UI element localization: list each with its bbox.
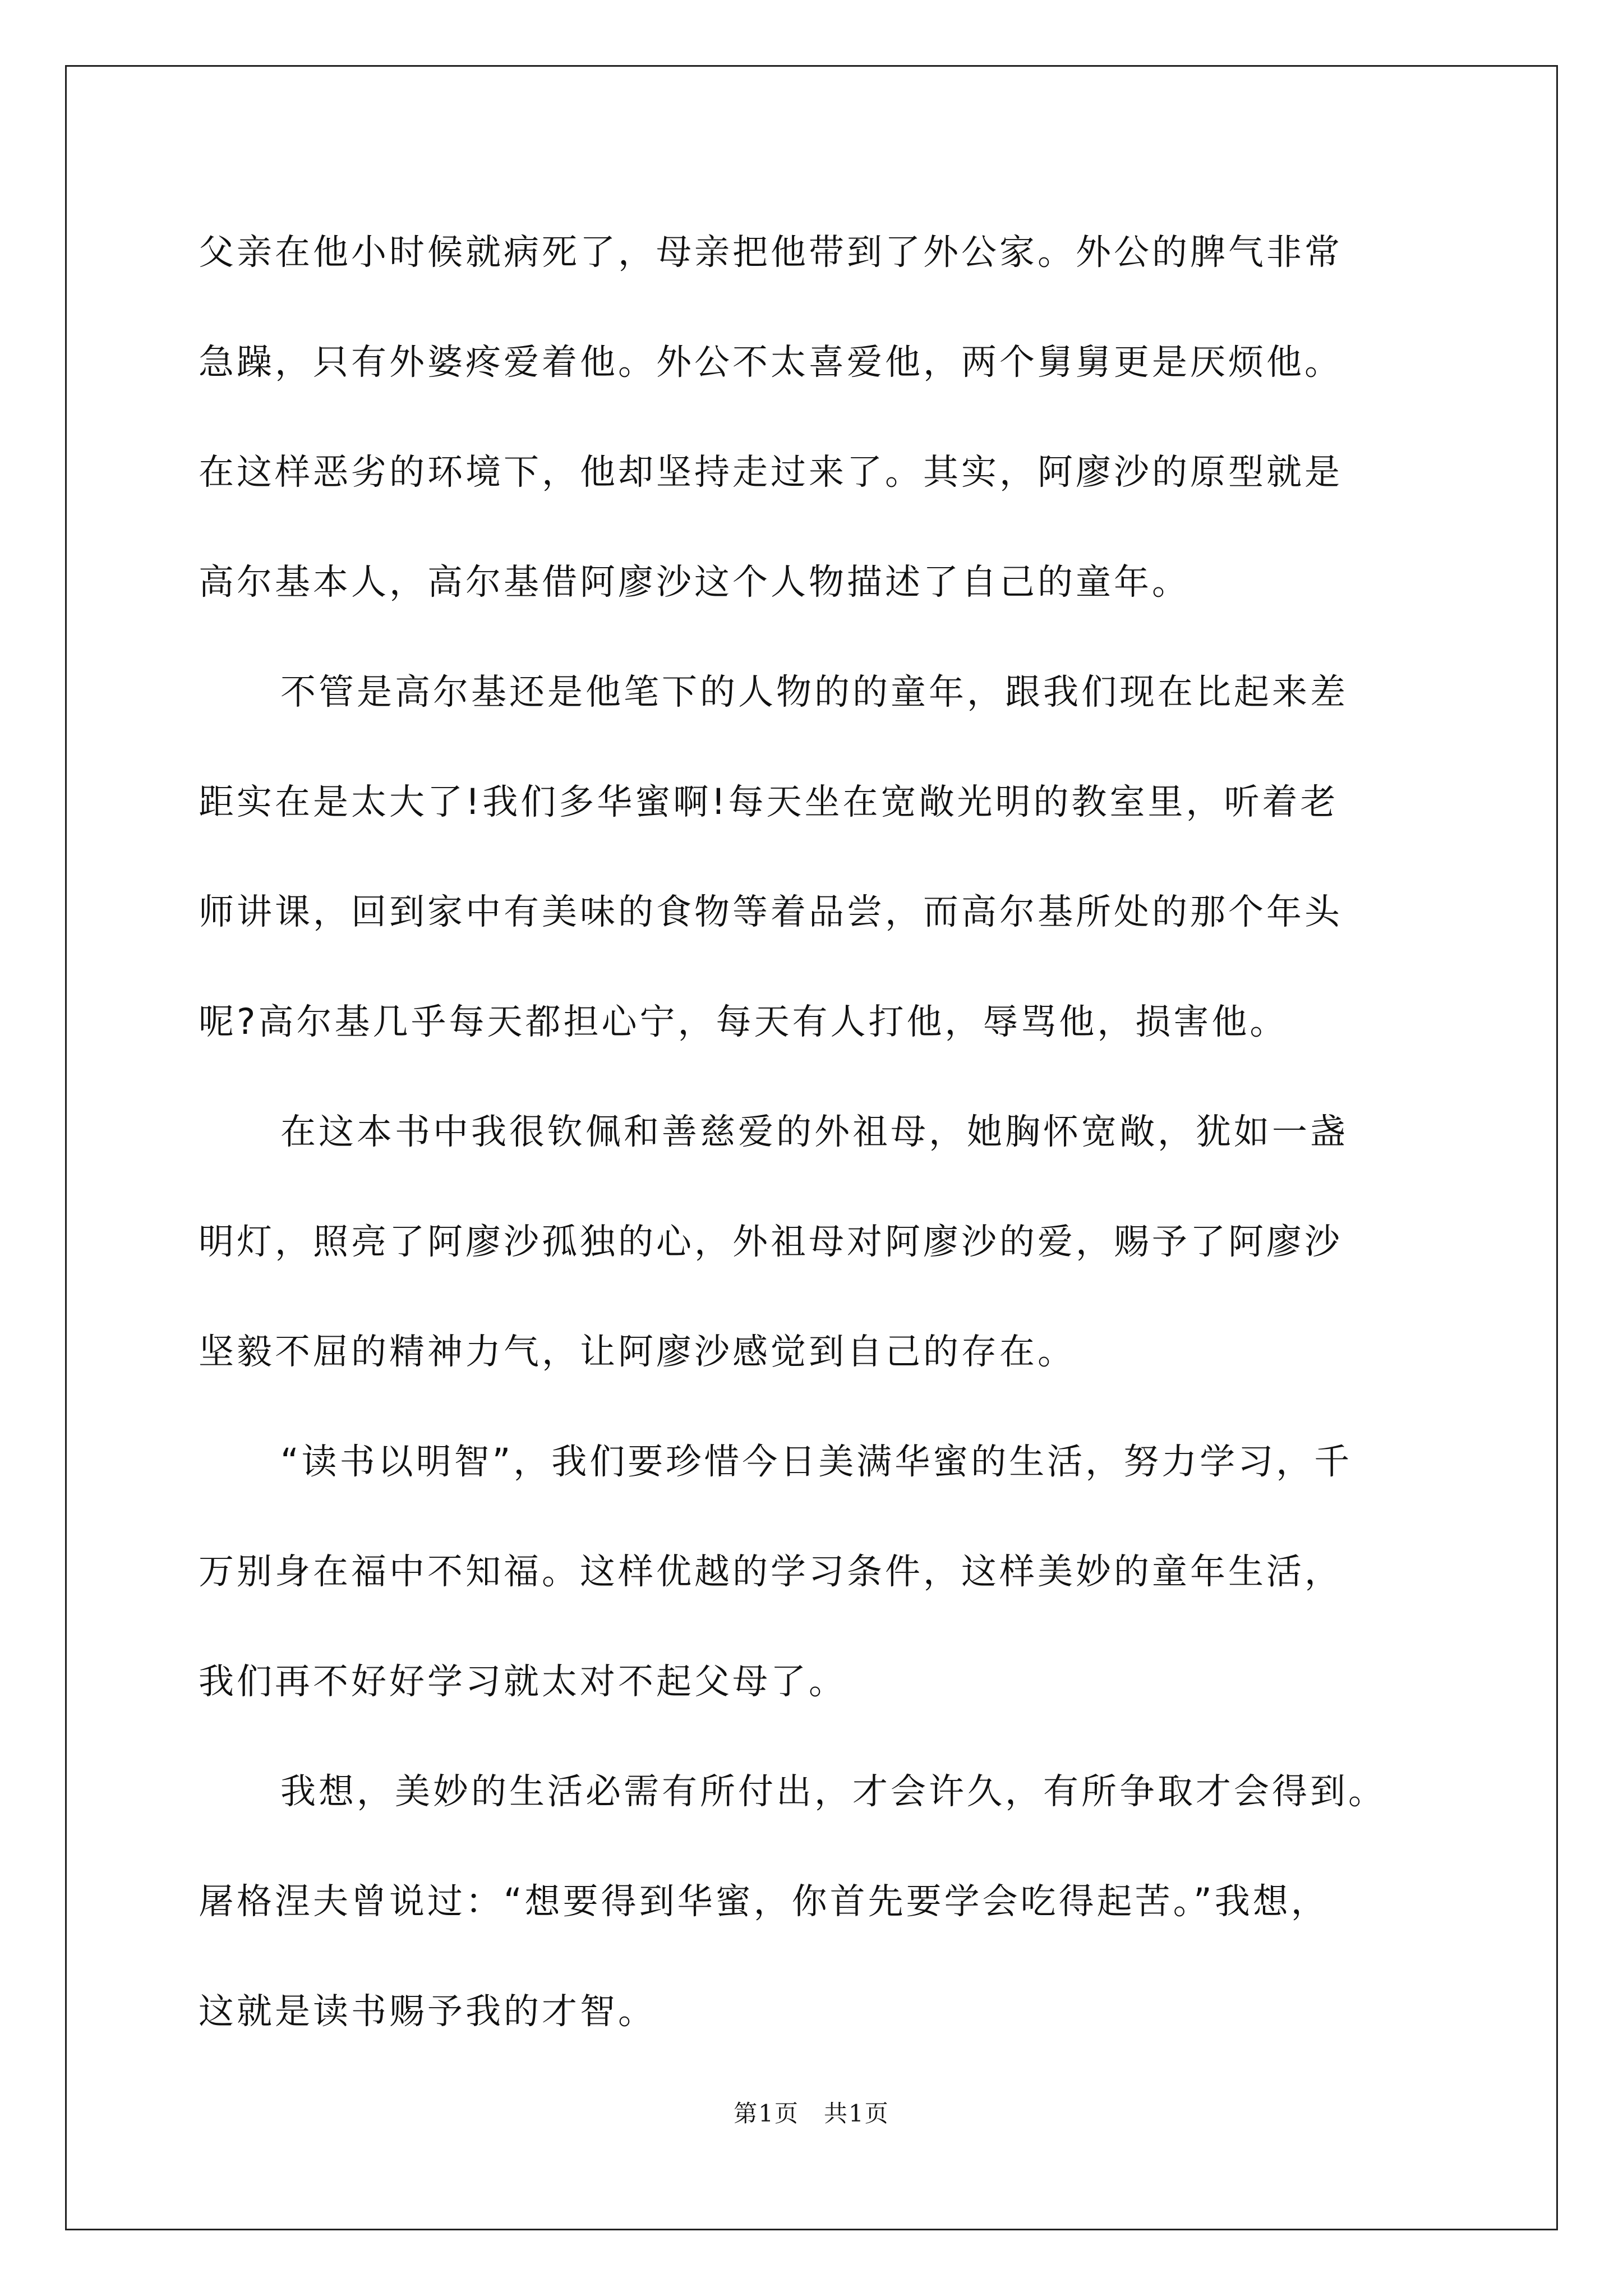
text-line: 在这样恶劣的环境下，他却坚持走过来了。其实，阿廖沙的原型就是 <box>199 452 1343 493</box>
paragraph-first-line: “读书以明智”，我们要珍惜今日美满华蜜的生活，努力学习，千 <box>280 1441 1353 1482</box>
paragraph-first-line: 我想，美妙的生活必需有所付出，才会许久，有所争取才会得到。 <box>280 1771 1386 1812</box>
text-line: 高尔基本人，高尔基借阿廖沙这个人物描述了自己的童年。 <box>199 562 1190 602</box>
paragraph-first-line: 不管是高尔基还是他笔下的人物的的童年，跟我们现在比起来差 <box>280 671 1348 712</box>
page-number-footer: 第1页 共1页 <box>734 2100 889 2127</box>
text-line: 屠格涅夫曾说过：“想要得到华蜜，你首先要学会吃得起苦。”我想， <box>199 1881 1329 1922</box>
text-line: 急躁，只有外婆疼爱着他。外公不太喜爱他，两个舅舅更是厌烦他。 <box>199 342 1343 383</box>
text-line: 距实在是太大了!我们多华蜜啊!每天坐在宽敞光明的教室里，听着老 <box>199 781 1339 822</box>
text-line: 呢?高尔基几乎每天都担心宁，每天有人打他，辱骂他，损害他。 <box>199 1001 1288 1042</box>
paragraph-first-line: 在这本书中我很钦佩和善慈爱的外祖母，她胸怀宽敞，犹如一盏 <box>280 1111 1348 1152</box>
text-line: 明灯，照亮了阿廖沙孤独的心，外祖母对阿廖沙的爱，赐予了阿廖沙 <box>199 1221 1343 1262</box>
text-line: 这就是读书赐予我的才智。 <box>199 1991 656 2032</box>
text-line: 师讲课，回到家中有美味的食物等着品尝，而高尔基所处的那个年头 <box>199 891 1343 932</box>
text-line: 父亲在他小时候就病死了，母亲把他带到了外公家。外公的脾气非常 <box>199 232 1343 273</box>
text-line: 我们再不好好学习就太对不起父母了。 <box>199 1661 847 1702</box>
text-line: 万别身在福中不知福。这样优越的学习条件，这样美妙的童年生活， <box>199 1551 1343 1592</box>
text-line: 坚毅不屈的精神力气，让阿廖沙感觉到自己的存在。 <box>199 1331 1076 1372</box>
document-body <box>199 197 1455 2067</box>
